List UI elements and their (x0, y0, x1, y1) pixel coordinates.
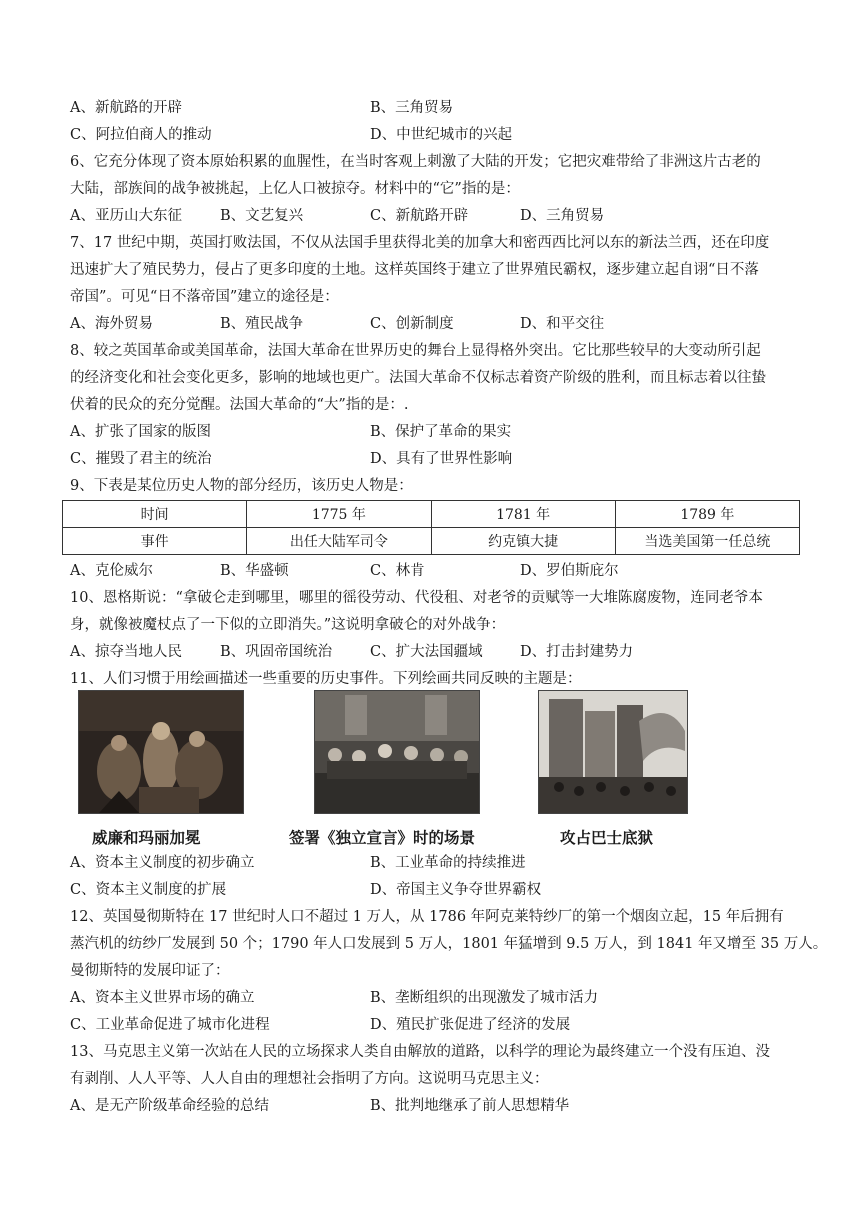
q10-stem-line: 身，就像被魔杖点了一下似的立即消失。”这说明拿破仑的对外战争： (70, 617, 506, 633)
q9-table (62, 500, 800, 555)
q7-stem-line: 7、17 世纪中期，英国打败法国，不仅从法国手里获得北美的加拿大和密西西比河以东的新法兰西，还在印度 (70, 235, 770, 251)
option-c[interactable]: C、资本主义制度的扩展 (70, 882, 227, 898)
bastille-painting-image (538, 690, 688, 814)
option-b[interactable]: B、华盛顿 (220, 563, 289, 579)
option-b[interactable]: B、批判地继承了前人思想精华 (370, 1098, 570, 1114)
option-c[interactable]: C、工业革命促进了城市化进程 (70, 1017, 270, 1033)
option-a[interactable]: A、克伦威尔 (70, 563, 153, 579)
q7-stem-line: 帝国”。可见“日不落帝国”建立的途径是： (70, 289, 339, 305)
option-b[interactable]: B、保护了革命的果实 (370, 424, 512, 440)
q7-stem-line: 迅速扩大了殖民势力，侵占了更多印度的土地。这样英国终于建立了世界殖民霸权，逐步建立起自诩“日不落 (70, 262, 759, 278)
declaration-caption: 签署《独立宣言》时的场景 (289, 829, 476, 847)
q13-options-row-1 (70, 1096, 800, 1116)
prev-options-row-2 (70, 125, 800, 145)
option-c[interactable]: C、创新制度 (370, 316, 454, 332)
table-cell: 1781 年 (431, 501, 615, 528)
q8-stem-line: 伏着的民众的充分觉醒。法国大革命的“大”指的是：. (70, 397, 409, 413)
option-d[interactable]: D、三角贸易 (520, 208, 605, 224)
option-b[interactable]: B、文艺复兴 (220, 208, 304, 224)
option-a[interactable]: A、新航路的开辟 (70, 100, 182, 116)
q6-stem-line: 大陆，部族间的战争被挑起，上亿人口被掠夺。材料中的“它”指的是： (70, 181, 520, 197)
q13-stem-line: 13、马克思主义第一次站在人民的立场探求人类自由解放的道路，以科学的理论为最终建立一个没有压迫、没 (70, 1044, 770, 1060)
option-b[interactable]: B、巩固帝国统治 (220, 644, 333, 660)
option-a[interactable]: A、是无产阶级革命经验的总结 (70, 1098, 269, 1114)
declaration-signing-painting-image (314, 690, 480, 814)
q10-options (70, 642, 800, 662)
table-cell: 约克镇大捷 (431, 528, 615, 555)
option-a[interactable]: A、海外贸易 (70, 316, 153, 332)
option-d[interactable]: D、中世纪城市的兴起 (370, 127, 513, 143)
table-cell: 时间 (63, 501, 247, 528)
bastille-caption: 攻占巴士底狱 (560, 829, 654, 847)
option-d[interactable]: D、和平交往 (520, 316, 605, 332)
q6-options (70, 206, 800, 226)
option-c[interactable]: C、摧毁了君主的统治 (70, 451, 212, 467)
table-cell: 当选美国第一任总统 (615, 528, 799, 555)
option-a[interactable]: A、扩张了国家的版图 (70, 424, 211, 440)
table-cell: 事件 (63, 528, 247, 555)
table-row (63, 528, 800, 555)
q11-options-row-1 (70, 853, 800, 873)
q8-stem-line: 8、较之英国革命或美国革命，法国大革命在世界历史的舞台上显得格外突出。它比那些较早的大变动所引起 (70, 343, 761, 359)
q12-options-row-2 (70, 1015, 800, 1035)
option-b[interactable]: B、工业革命的持续推进 (370, 855, 526, 871)
table-cell: 出任大陆军司令 (247, 528, 431, 555)
coronation-painting-image (78, 690, 244, 814)
q12-stem-line: 曼彻斯特的发展印证了： (70, 963, 230, 979)
option-b[interactable]: B、三角贸易 (370, 100, 454, 116)
table-cell: 1789 年 (615, 501, 799, 528)
q7-options (70, 314, 800, 334)
option-d[interactable]: D、殖民扩张促进了经济的发展 (370, 1017, 571, 1033)
option-c[interactable]: C、新航路开辟 (370, 208, 469, 224)
option-a[interactable]: A、资本主义制度的初步确立 (70, 855, 255, 871)
q12-stem-line: 12、英国曼彻斯特在 17 世纪时人口不超过 1 万人，从 1786 年阿克莱特纱厂的第一个烟囱立起，15 年后拥有 (70, 909, 784, 925)
q11-options-row-2 (70, 880, 800, 900)
q13-stem-line: 有剥削、人人平等、人人自由的理想社会指明了方向。这说明马克思主义： (70, 1071, 549, 1087)
table-row (63, 501, 800, 528)
option-d[interactable]: D、具有了世界性影响 (370, 451, 513, 467)
table-cell: 1775 年 (247, 501, 431, 528)
q12-stem-line: 蒸汽机的纺纱厂发展到 50 个；1790 年人口发展到 5 万人，1801 年猛增到 9.5 万人，到 1841 年又增至 35 万人。 (70, 936, 828, 952)
q12-options-row-1 (70, 988, 800, 1008)
option-c[interactable]: C、扩大法国疆域 (370, 644, 483, 660)
q8-options-row-1 (70, 422, 800, 442)
q8-options-row-2 (70, 449, 800, 469)
option-a[interactable]: A、掠夺当地人民 (70, 644, 182, 660)
option-c[interactable]: C、阿拉伯商人的推动 (70, 127, 212, 143)
option-d[interactable]: D、打击封建势力 (520, 644, 634, 660)
coronation-caption: 威廉和玛丽加冕 (92, 829, 201, 847)
q8-stem-line: 的经济变化和社会变化更多，影响的地域也更广。法国大革命不仅标志着资产阶级的胜利，而且标志着以往蛰 (70, 370, 766, 386)
option-d[interactable]: D、帝国主义争夺世界霸权 (370, 882, 542, 898)
q9-stem-line: 9、下表是某位历史人物的部分经历，该历史人物是： (70, 478, 413, 494)
prev-options-row-1 (70, 98, 800, 118)
q6-stem-line: 6、它充分体现了资本原始积累的血腥性，在当时客观上刺激了大陆的开发；它把灾难带给了非洲这片古老的 (70, 154, 761, 170)
q9-options (70, 561, 800, 581)
q11-stem-line: 11、人们习惯于用绘画描述一些重要的历史事件。下列绘画共同反映的主题是： (70, 671, 582, 687)
option-a[interactable]: A、亚历山大东征 (70, 208, 182, 224)
option-c[interactable]: C、林肯 (370, 563, 425, 579)
option-b[interactable]: B、垄断组织的出现激发了城市活力 (370, 990, 599, 1006)
q10-stem-line: 10、恩格斯说：“拿破仑走到哪里，哪里的徭役劳动、代役租、对老爷的贡赋等一大堆陈腐废物，连同老爷本 (70, 590, 763, 606)
option-d[interactable]: D、罗伯斯庇尔 (520, 563, 619, 579)
option-a[interactable]: A、资本主义世界市场的确立 (70, 990, 255, 1006)
option-b[interactable]: B、殖民战争 (220, 316, 304, 332)
